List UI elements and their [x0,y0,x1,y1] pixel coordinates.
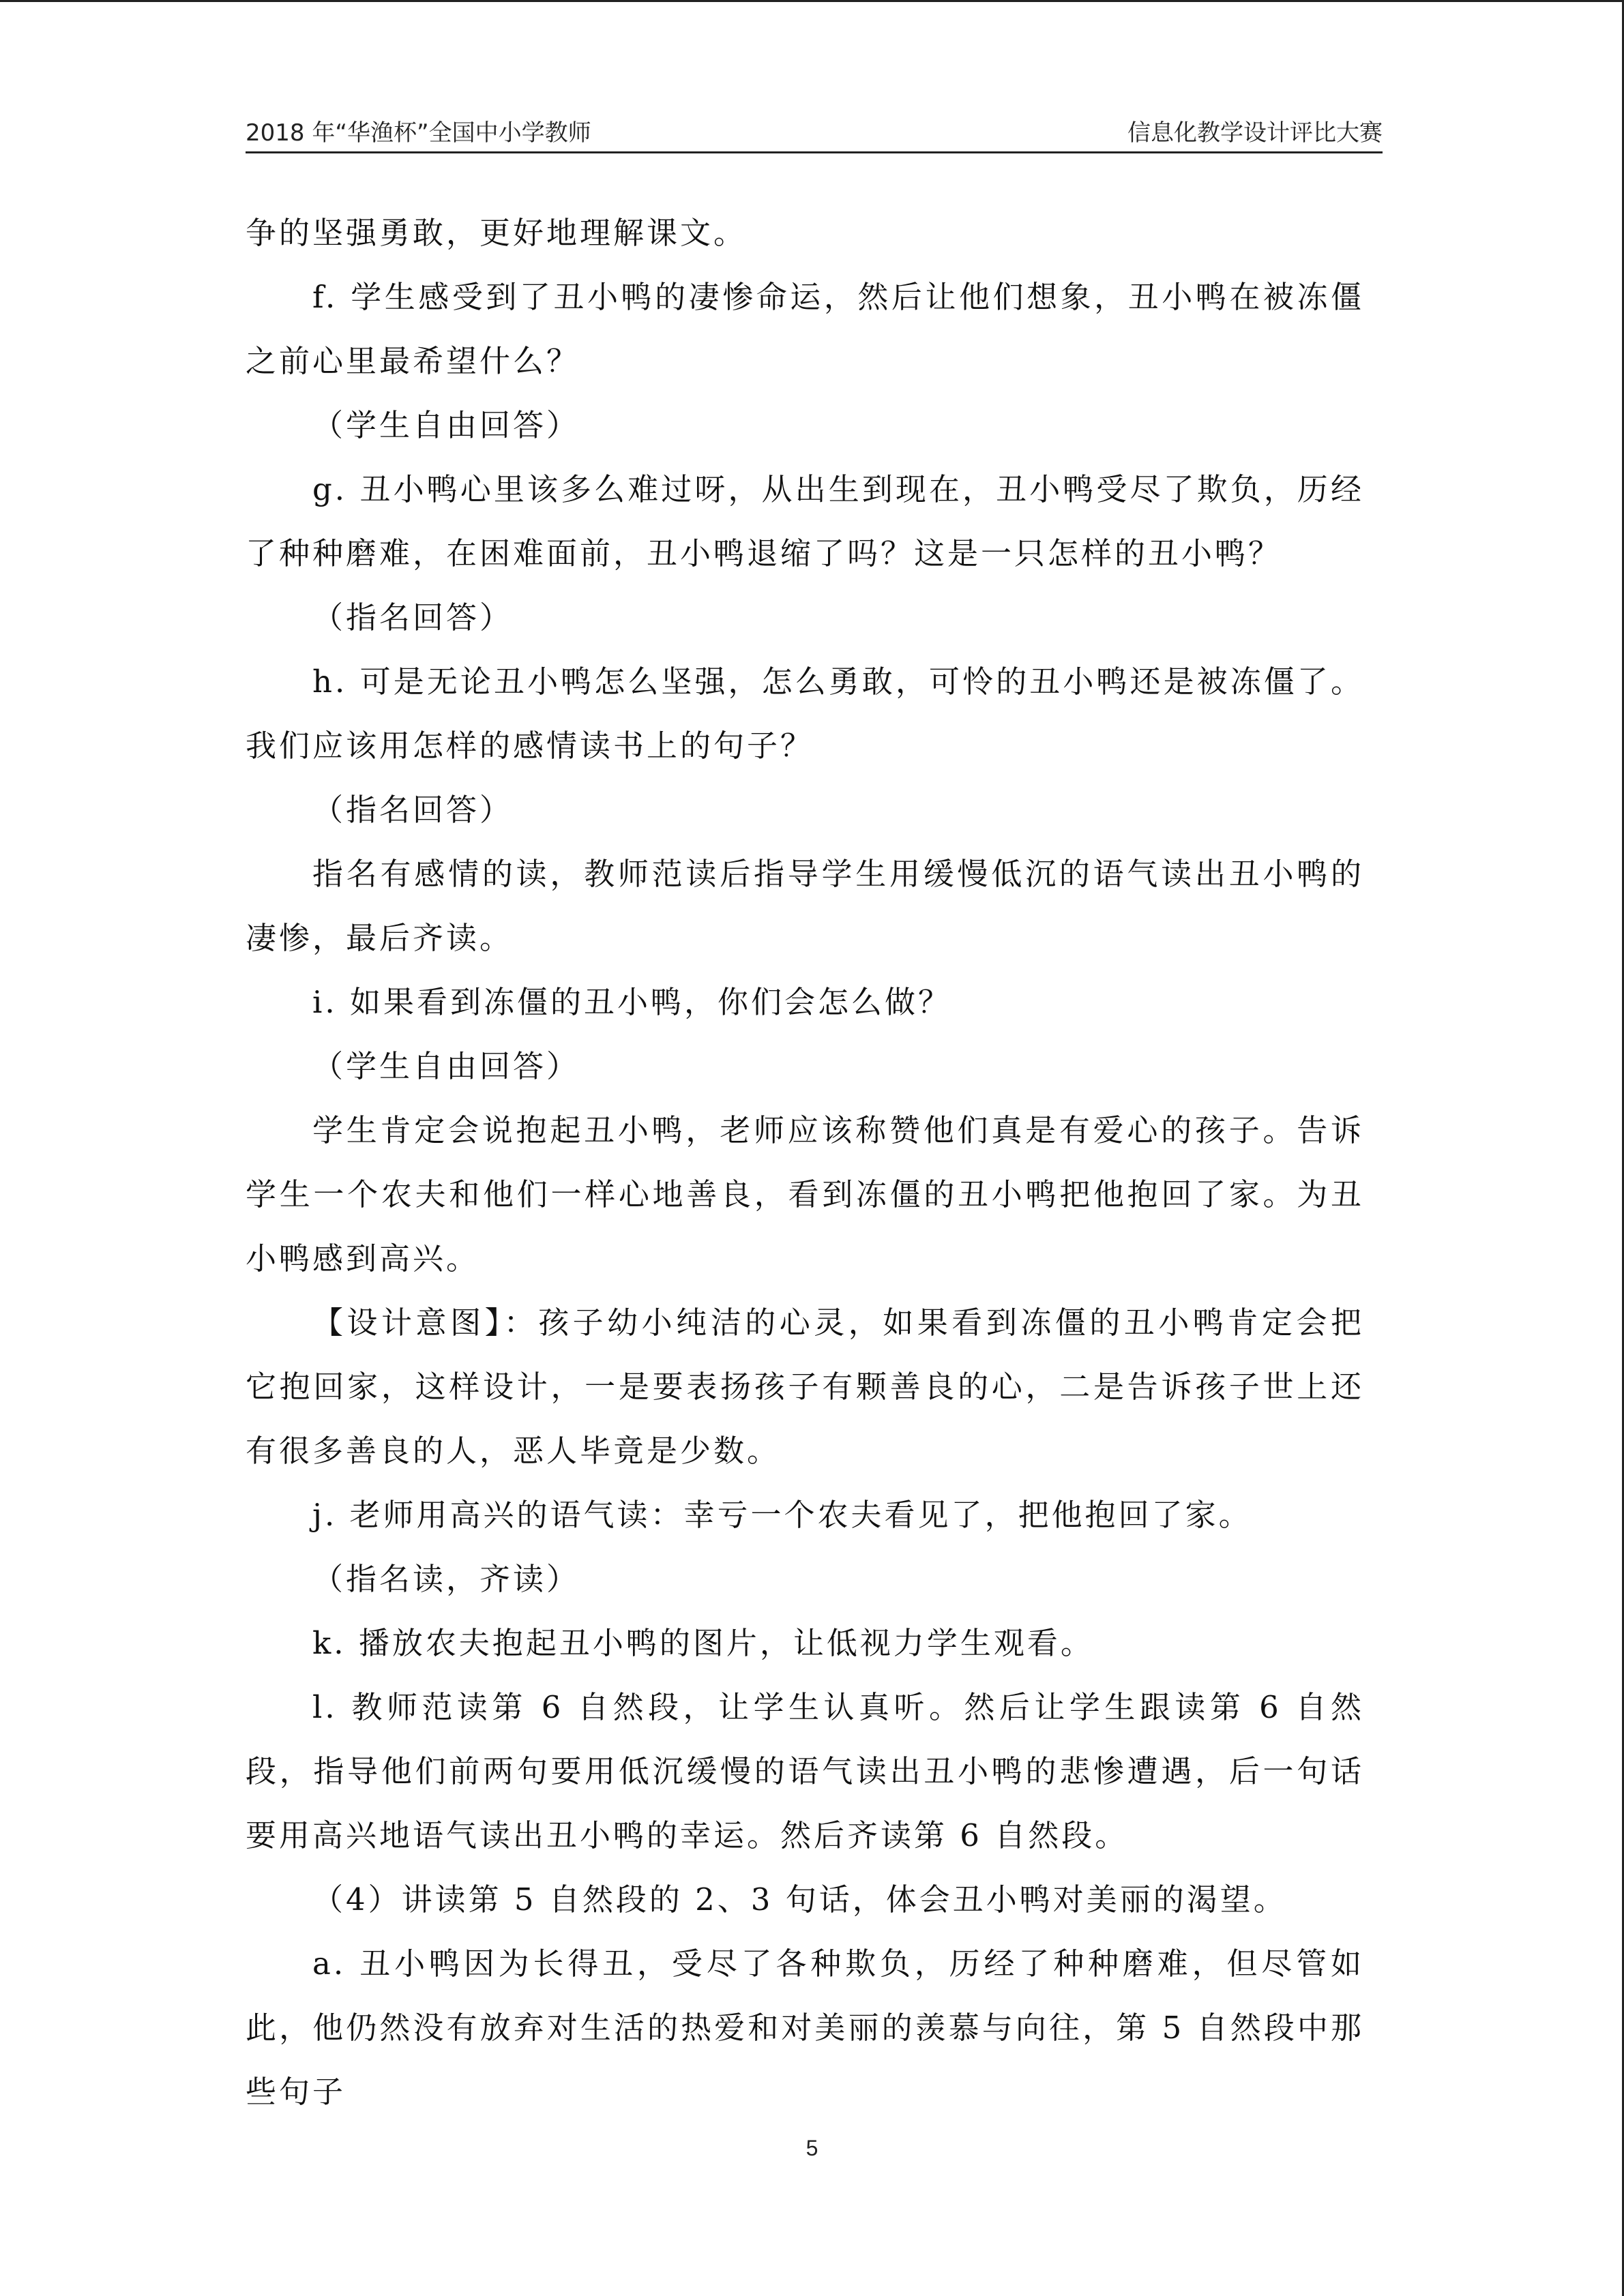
page-header [246,110,1383,151]
paragraph-i: i. 如果看到冻僵的丑小鸭，你们会怎么做？ [312,984,952,1020]
paragraph-note: （学生自由回答） [312,407,580,443]
paragraph-a: a. 丑小鸭因为长得丑，受尽了各种欺负，历经了种种磨难，但尽管如此，他仍然没有放弃对生活的热爱和对美丽的羡慕与向往，第 5 自然段中那些句子 [246,1945,1364,2110]
paragraph-f: f. 学生感受到了丑小鸭的凄惨命运，然后让他们想象，丑小鸭在被冻僵之前心里最希望什么？ [246,279,1364,379]
paragraph-h: h. 可是无论丑小鸭怎么坚强，怎么勇敢，可怜的丑小鸭还是被冻僵了。我们应该用怎样的感情读书上的句子？ [246,664,1364,764]
paragraph-l: l. 教师范读第 6 自然段，让学生认真听。然后让学生跟读第 6 自然段，指导他们前两句要用低沉缓慢的语气读出丑小鸭的悲惨遭遇，后一句话要用高兴地语气读出丑小鸭的幸运。然后齐读第 6 自然段。 [246,1689,1364,1853]
paragraph-note: （指名读，齐读） [312,1561,580,1597]
paragraph-j: j. 老师用高兴的语气读：幸亏一个农夫看见了，把他抱回了家。 [312,1497,1252,1533]
header-divider [246,151,1383,153]
paragraph-student-answer: 学生肯定会说抱起丑小鸭，老师应该称赞他们真是有爱心的孩子。告诉学生一个农夫和他们一样心地善良，看到冻僵的丑小鸭把他抱回了家。为丑小鸭感到高兴。 [246,1112,1364,1277]
paragraph-section-4: （4）讲读第 5 自然段的 2、3 句话，体会丑小鸭对美丽的渴望。 [312,1881,1287,1918]
paragraph-note: （学生自由回答） [312,1048,580,1084]
header-left: 2018 年“华渔杯”全国中小学教师 [246,119,591,147]
paragraph-continuation: 争的坚强勇敢，更好地理解课文。 [246,215,748,251]
paragraph-note: （指名回答） [312,599,514,636]
document-body [246,201,1364,2124]
paragraph-k: k. 播放农夫抱起丑小鸭的图片，让低视力学生观看。 [312,1625,1094,1661]
paragraph-g: g. 丑小鸭心里该多么难过呀，从出生到现在，丑小鸭受尽了欺负，历经了种种磨难，在困难面前，丑小鸭退缩了吗？这是一只怎样的丑小鸭？ [246,471,1364,571]
header-right: 信息化教学设计评比大赛 [1127,119,1383,147]
paragraph-note: （指名回答） [312,792,514,828]
page-number: 5 [806,2136,818,2160]
paragraph-reading-guide: 指名有感情的读，教师范读后指导学生用缓慢低沉的语气读出丑小鸭的凄惨，最后齐读。 [246,856,1364,956]
paragraph-design-intent: 【设计意图】：孩子幼小纯洁的心灵，如果看到冻僵的丑小鸭肯定会把它抱回家，这样设计，一是要表扬孩子有颗善良的心，二是告诉孩子世上还有很多善良的人，恶人毕竟是少数。 [246,1304,1364,1469]
